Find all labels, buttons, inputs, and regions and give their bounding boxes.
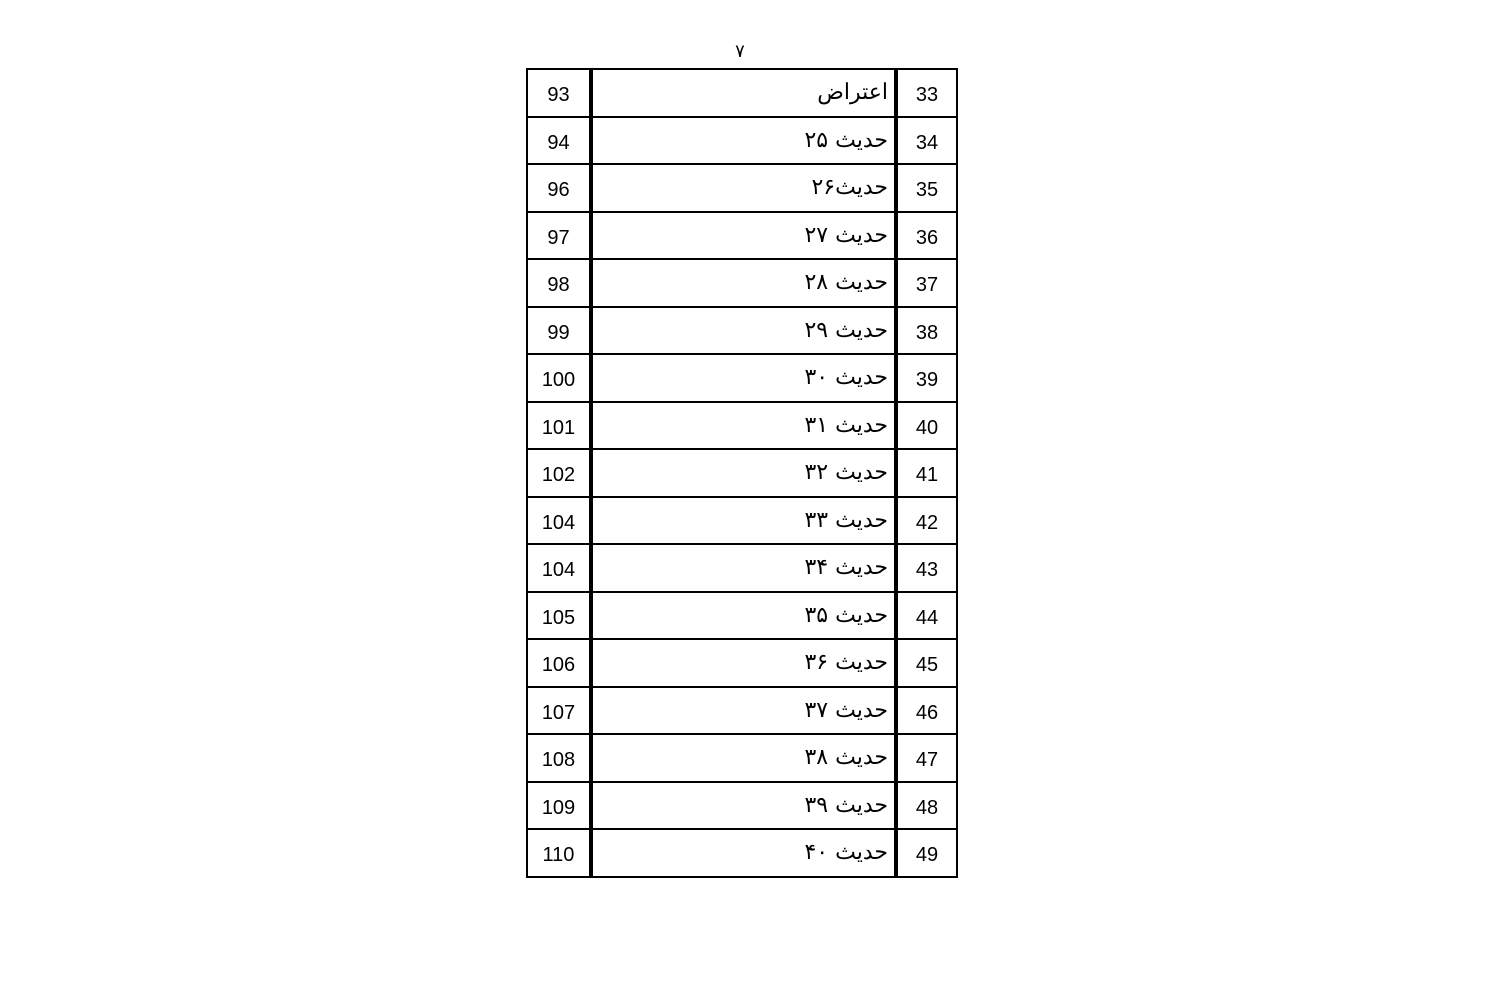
page-reference-cell: 110 — [527, 829, 591, 877]
serial-number-cell: 40 — [896, 402, 957, 450]
entry-title-cell: حدیث ۳۲ — [591, 449, 896, 497]
table-row — [527, 259, 957, 307]
serial-number-cell: 43 — [896, 544, 957, 592]
entry-title-cell: حدیث ۳۹ — [591, 782, 896, 830]
table-row — [527, 592, 957, 640]
entry-title-cell: حدیث ۳۳ — [591, 497, 896, 545]
serial-number-cell: 44 — [896, 592, 957, 640]
serial-number-cell: 46 — [896, 687, 957, 735]
table-row — [527, 734, 957, 782]
serial-number-cell: 41 — [896, 449, 957, 497]
serial-number-cell: 49 — [896, 829, 957, 877]
table-row — [527, 402, 957, 450]
entry-title-cell: حدیث۲۶ — [591, 164, 896, 212]
entry-title-cell: حدیث ۴۰ — [591, 829, 896, 877]
entry-title-cell: حدیث ۳۵ — [591, 592, 896, 640]
page-reference-cell: 108 — [527, 734, 591, 782]
entry-title-cell: حدیث ۲۹ — [591, 307, 896, 355]
page-reference-cell: 107 — [527, 687, 591, 735]
serial-number-cell: 33 — [896, 69, 957, 117]
serial-number-cell: 36 — [896, 212, 957, 260]
entry-title-cell: حدیث ۳۶ — [591, 639, 896, 687]
table-row — [527, 829, 957, 877]
entry-title-cell: اعتراض — [591, 69, 896, 117]
page-reference-cell: 102 — [527, 449, 591, 497]
page-reference-cell: 104 — [527, 544, 591, 592]
entry-title-cell: حدیث ۲۵ — [591, 117, 896, 165]
table-row — [527, 782, 957, 830]
serial-number-cell: 35 — [896, 164, 957, 212]
entry-title-cell: حدیث ۲۷ — [591, 212, 896, 260]
entry-title-cell: حدیث ۳۸ — [591, 734, 896, 782]
serial-number-cell: 45 — [896, 639, 957, 687]
table-row — [527, 164, 957, 212]
page-reference-cell: 99 — [527, 307, 591, 355]
page-reference-cell: 98 — [527, 259, 591, 307]
table-row — [527, 69, 957, 117]
table-row — [527, 449, 957, 497]
serial-number-cell: 48 — [896, 782, 957, 830]
page-number: ۷ — [735, 41, 745, 62]
serial-number-cell: 39 — [896, 354, 957, 402]
table-row — [527, 212, 957, 260]
entry-title-cell: حدیث ۳۷ — [591, 687, 896, 735]
serial-number-cell: 37 — [896, 259, 957, 307]
page-reference-cell: 93 — [527, 69, 591, 117]
entry-title-cell: حدیث ۲۸ — [591, 259, 896, 307]
serial-number-cell: 42 — [896, 497, 957, 545]
page-reference-cell: 109 — [527, 782, 591, 830]
serial-number-cell: 38 — [896, 307, 957, 355]
contents-table — [526, 68, 958, 878]
page-reference-cell: 105 — [527, 592, 591, 640]
entry-title-cell: حدیث ۳۰ — [591, 354, 896, 402]
serial-number-cell: 47 — [896, 734, 957, 782]
page-reference-cell: 97 — [527, 212, 591, 260]
page-reference-cell: 96 — [527, 164, 591, 212]
serial-number-cell: 34 — [896, 117, 957, 165]
entry-title-cell: حدیث ۳۴ — [591, 544, 896, 592]
page-reference-cell: 100 — [527, 354, 591, 402]
table-row — [527, 307, 957, 355]
page-reference-cell: 104 — [527, 497, 591, 545]
contents-table-body — [527, 69, 957, 877]
table-row — [527, 117, 957, 165]
table-row — [527, 544, 957, 592]
table-row — [527, 687, 957, 735]
table-row — [527, 639, 957, 687]
page-reference-cell: 106 — [527, 639, 591, 687]
page-reference-cell: 101 — [527, 402, 591, 450]
table-row — [527, 497, 957, 545]
page-reference-cell: 94 — [527, 117, 591, 165]
entry-title-cell: حدیث ۳۱ — [591, 402, 896, 450]
table-row — [527, 354, 957, 402]
